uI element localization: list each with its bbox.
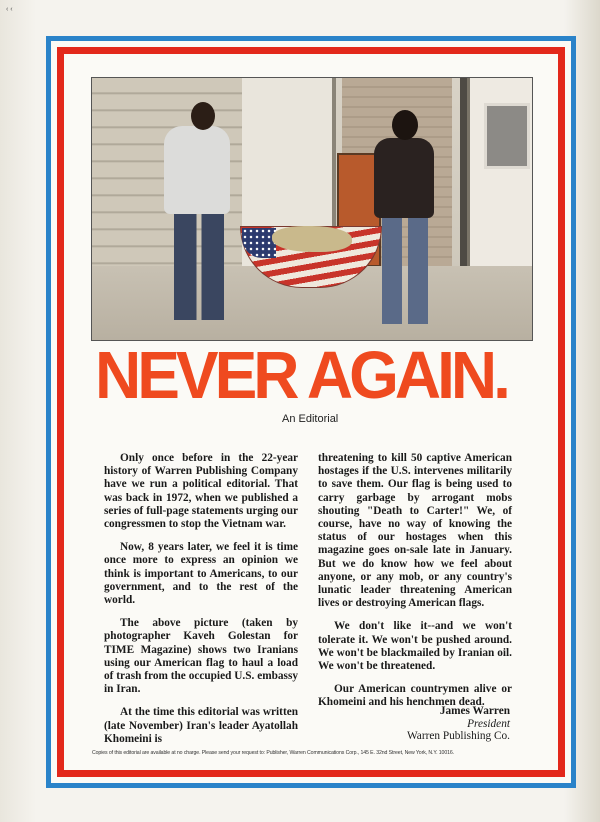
trash-load bbox=[272, 226, 352, 252]
right-column bbox=[318, 452, 512, 720]
paragraph: We don't like it--and we won't tolerate it. We won't be pushed around. We won't be blackmailed by Iranian oil. We won't be threatened. bbox=[318, 620, 512, 673]
paragraph: Only once before in the 22-year history of Warren Publishing Company have we run a political editorial. That was back in 1972, when we published a series of full-page statements urging our congressmen to stop the Vietnam war. bbox=[104, 452, 298, 531]
man-left-legs bbox=[174, 212, 224, 320]
man-left-head bbox=[191, 102, 215, 130]
paragraph: At the time this editorial was written (late November) Iran's leader Ayatollah Khomeini is bbox=[104, 706, 298, 745]
man-right-head bbox=[392, 110, 418, 140]
signature-title: President bbox=[467, 717, 510, 730]
paragraph: threatening to kill 50 captive American hostages if the U.S. intervenes militarily to save them. Our flag is being used to carry garbage by arrogant mobs shouting "Death to Carter!" We, of course, have no way of knowing the status of our hostages when this magazine goes on-sale late in January. But we do know how we feel about anyone, or any mob, or any country's lunatic leader threatening American lives or destroying American flags. bbox=[318, 452, 512, 610]
left-column bbox=[104, 452, 298, 756]
paragraph: Our American countrymen alive or Khomeini and his henchmen dead. bbox=[318, 683, 512, 709]
paragraph: The above picture (taken by photographer Kaveh Golestan for TIME Magazine) shows two Iranians using our American flag to haul a load of trash from the occupied U.S. embassy in Iran. bbox=[104, 617, 298, 696]
man-left-figure bbox=[164, 126, 230, 214]
footnote: Copies of this editorial are available at no charge. Please send your request to: Publisher, Warren Communications Corp., 145 E. 32nd Street, New York, N.Y. 10016. bbox=[92, 750, 455, 756]
headline: NEVER AGAIN. bbox=[95, 337, 507, 413]
paragraph: Now, 8 years later, we feel it is time once more to express an opinion we think is important to Americans, to our government, and to the rest of the world. bbox=[104, 541, 298, 607]
corner-mark: ‹ ‹ bbox=[6, 6, 13, 13]
door-window bbox=[484, 103, 530, 169]
signature-company: Warren Publishing Co. bbox=[407, 730, 510, 742]
man-right-legs bbox=[382, 216, 428, 324]
signature-name: James Warren bbox=[439, 705, 510, 717]
editorial-photo bbox=[92, 78, 532, 340]
signature-block bbox=[380, 705, 510, 743]
subhead: An Editorial bbox=[282, 413, 339, 425]
man-right-figure bbox=[374, 138, 434, 218]
